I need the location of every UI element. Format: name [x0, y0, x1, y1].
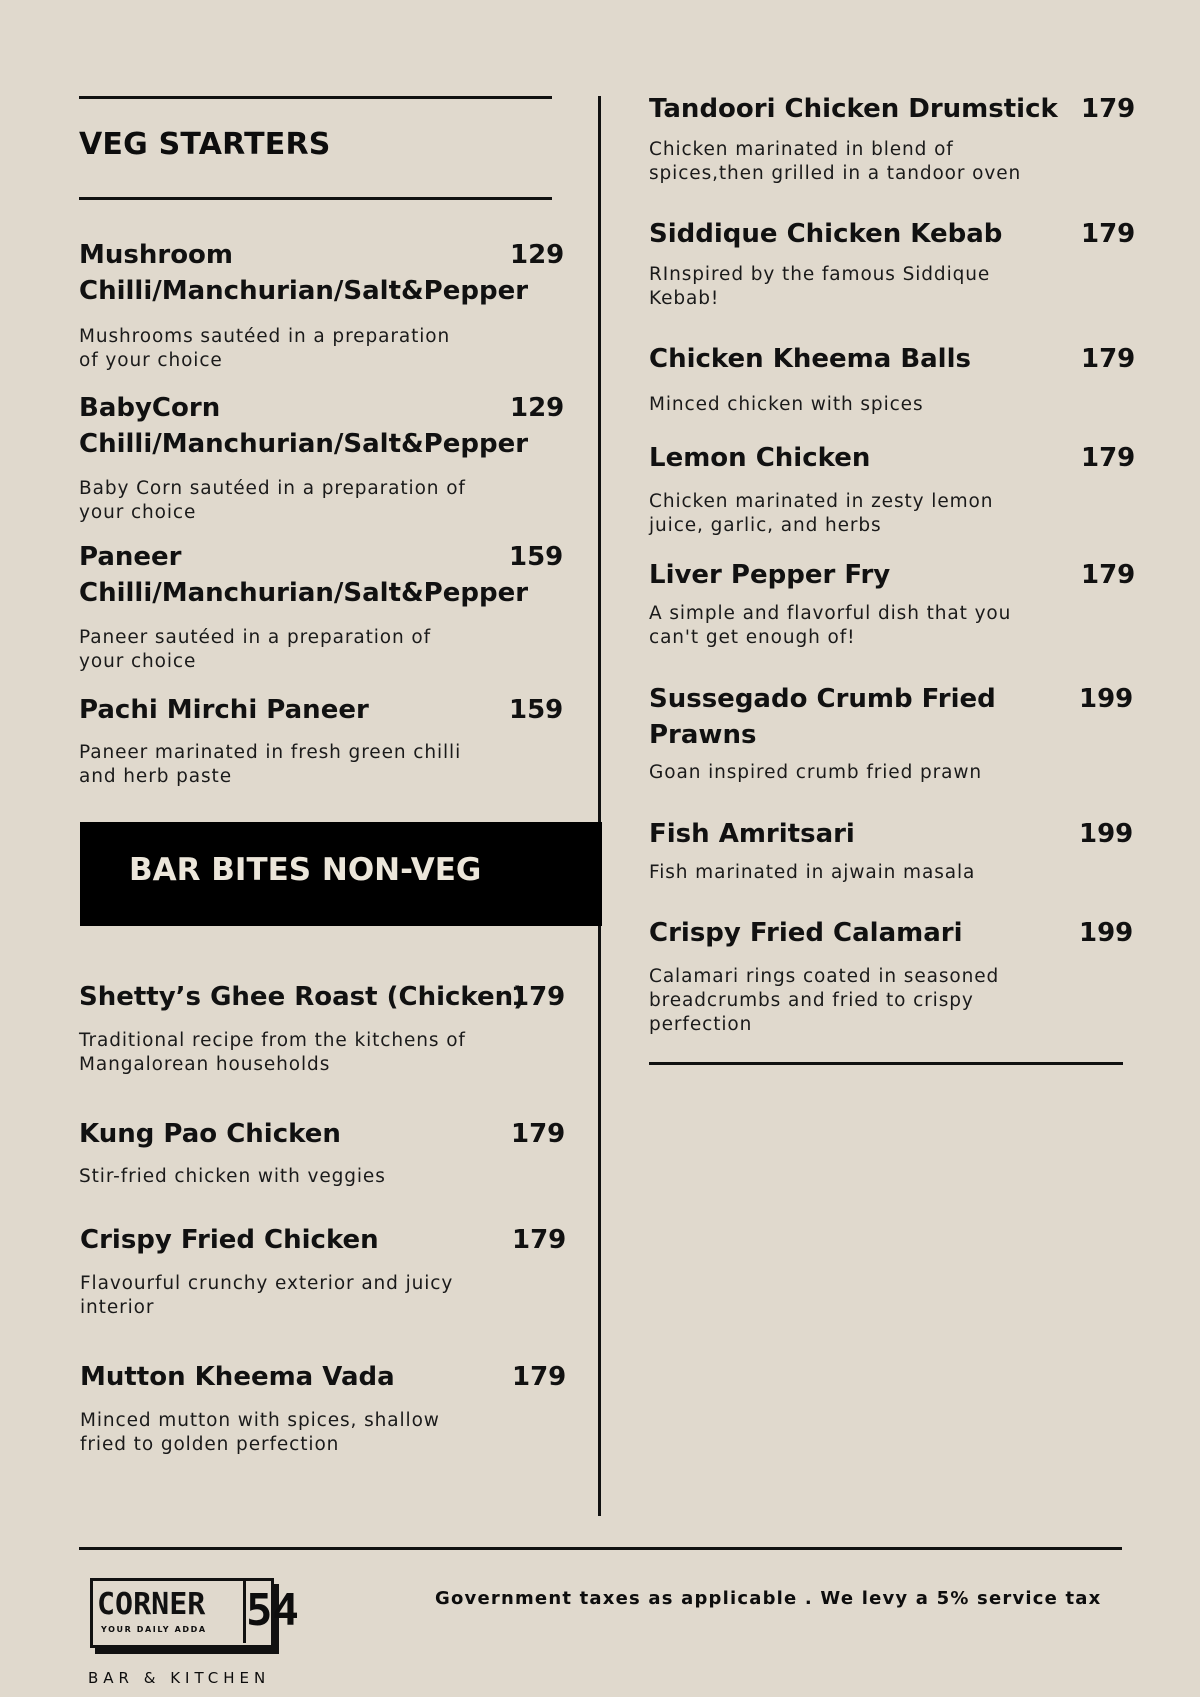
section-title-veg-starters: VEG STARTERS [79, 127, 331, 162]
item-description: Paneer marinated in fresh green chilli and herb paste [79, 742, 462, 787]
item-price: 179 [511, 1119, 566, 1149]
item-description: RInspired by the famous Siddique Kebab! [649, 264, 991, 309]
item-name: BabyCorn Chilli/Manchurian/Salt&Pepper [79, 393, 529, 459]
item-name: Shetty’s Ghee Roast (Chicken) [79, 982, 526, 1012]
item-name: Fish Amritsari [649, 819, 855, 849]
item-price: 179 [512, 1225, 567, 1255]
item-description: Minced chicken with spices [649, 394, 924, 415]
item-price: 199 [1079, 684, 1134, 714]
item-description: Mushrooms sautéed in a preparation of your choice [79, 326, 451, 371]
item-description: Goan inspired crumb fried prawn [649, 762, 983, 783]
item-description: Flavourful crunchy exterior and juicy interior [80, 1273, 454, 1318]
item-price: 179 [1081, 94, 1136, 124]
item-name: Paneer Chilli/Manchurian/Salt&Pepper [79, 542, 529, 608]
item-description: Baby Corn sautéed in a preparation of your choice [79, 478, 466, 523]
item-name: Sussegado Crumb Fried Prawns [649, 684, 996, 750]
item-price: 179 [1081, 443, 1136, 473]
item-price: 179 [511, 982, 566, 1012]
item-name: Liver Pepper Fry [649, 560, 891, 590]
item-name: Pachi Mirchi Paneer [79, 695, 369, 725]
item-price: 199 [1079, 918, 1134, 948]
item-name: Siddique Chicken Kebab [649, 219, 1003, 249]
item-price: 179 [512, 1362, 567, 1392]
item-price: 199 [1079, 819, 1134, 849]
item-name: Crispy Fried Chicken [80, 1225, 379, 1255]
item-description: Fish marinated in ajwain masala [649, 862, 976, 883]
item-name: Lemon Chicken [649, 443, 871, 473]
item-description: Paneer sautéed in a preparation of your choice [79, 627, 432, 672]
item-price: 129 [510, 240, 565, 270]
brand-logo [86, 1574, 299, 1656]
item-name: Crispy Fried Calamari [649, 918, 963, 948]
item-name: Chicken Kheema Balls [649, 344, 971, 374]
veg-starters-bottom-rule [79, 197, 552, 200]
item-description: Chicken marinated in blend of spices,then grilled in a tandoor oven [649, 139, 1022, 184]
veg-starters-top-rule [79, 96, 552, 99]
item-price: 159 [509, 695, 564, 725]
logo-wordmark: CORNER [97, 1587, 206, 1622]
item-description: Calamari rings coated in seasoned breadcrumbs and fried to crispy perfection [649, 966, 1000, 1035]
tax-note: Government taxes as applicable . We levy a 5% service tax [435, 1588, 1102, 1609]
footer-rule [79, 1547, 1122, 1550]
item-name: Tandoori Chicken Drumstick [649, 94, 1058, 124]
item-description: Traditional recipe from the kitchens of Mangalorean households [79, 1030, 466, 1075]
logo-number: 54 [243, 1581, 274, 1643]
column-divider [598, 96, 601, 1516]
item-name: Mushroom Chilli/Manchurian/Salt&Pepper [79, 240, 529, 306]
item-price: 159 [509, 542, 564, 572]
item-price: 129 [510, 393, 565, 423]
right-column-end-rule [649, 1062, 1123, 1065]
item-name: Kung Pao Chicken [79, 1119, 341, 1149]
logo-frame [90, 1578, 299, 1648]
item-description: Minced mutton with spices, shallow fried to golden perfection [80, 1410, 440, 1455]
item-price: 179 [1081, 344, 1136, 374]
section-banner-bar-bites [80, 822, 602, 926]
item-description: A simple and flavorful dish that you can't get enough of! [649, 603, 1012, 648]
logo-tagline: YOUR DAILY ADDA [101, 1625, 207, 1634]
item-price: 179 [1081, 560, 1136, 590]
item-description: Stir-fried chicken with veggies [79, 1166, 386, 1187]
item-price: 179 [1081, 219, 1136, 249]
item-name: Mutton Kheema Vada [80, 1362, 395, 1392]
item-description: Chicken marinated in zesty lemon juice, garlic, and herbs [649, 491, 994, 536]
sub-brand-text: BAR & KITCHEN [88, 1669, 271, 1687]
section-title-bar-bites: BAR BITES NON-VEG [129, 852, 482, 888]
